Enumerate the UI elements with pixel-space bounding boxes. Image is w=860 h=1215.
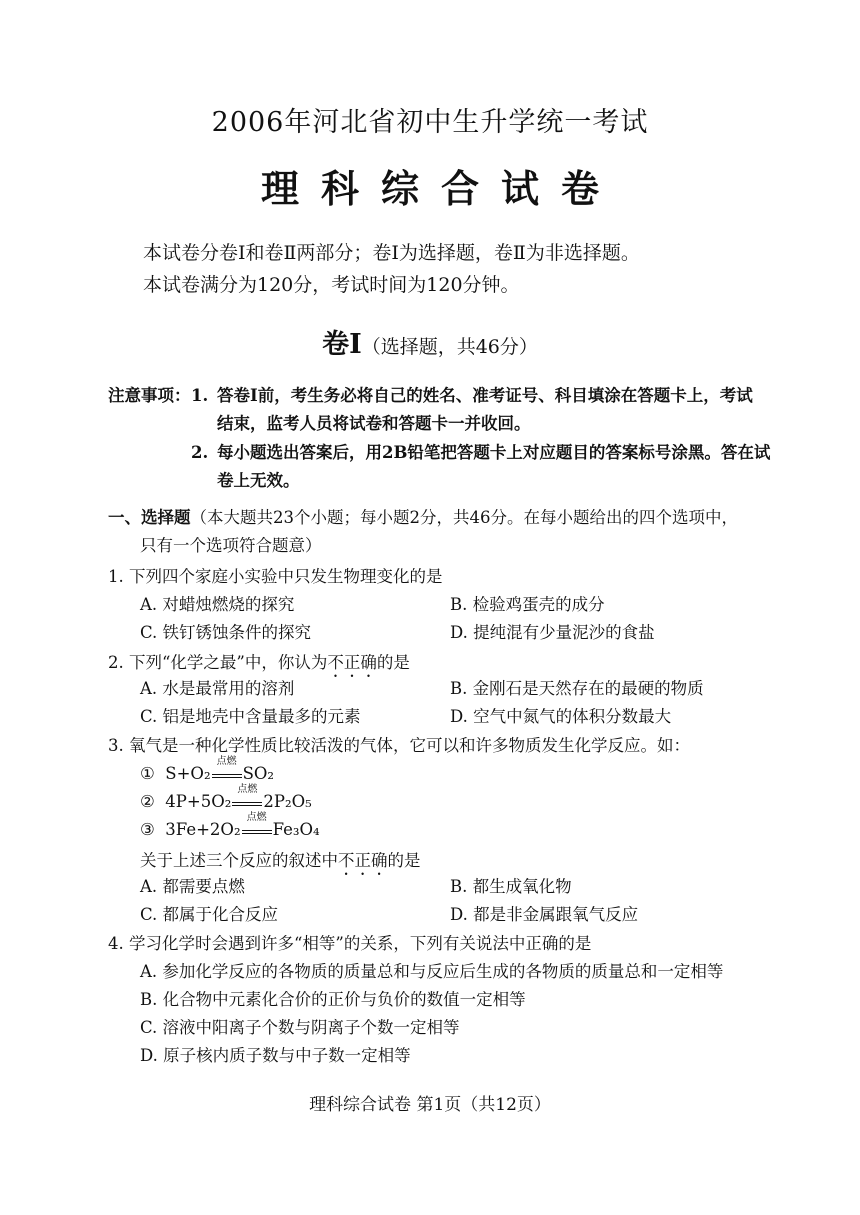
q3-eq3-num: ③ [140,820,155,839]
q2-option-d: D. 空气中氮气的体积分数最大 [450,707,672,726]
paper-title: 理科综合试卷 [260,166,621,211]
q4-option-b: B. 化合物中元素化合价的正价与负价的数值一定相等 [140,990,526,1009]
part1-heading: 一、选择题 [108,508,191,527]
reaction-condition-sign [232,783,262,810]
q3-eq3-condition: 点燃 [246,811,267,823]
exam-name: 2006年河北省初中生升学统一考试 [211,107,649,138]
q2-stem-post: 的是 [376,653,410,672]
q1-stem: 1. 下列四个家庭小实验中只发生物理变化的是 [108,567,443,586]
q3-eq2-num: ② [140,792,155,811]
q3-sub-stem [140,851,421,879]
intro-line-1: 本试卷分卷Ⅰ和卷Ⅱ两部分；卷Ⅰ为选择题，卷Ⅱ为非选择题。 [143,242,640,264]
q4-stem: 4. 学习化学时会遇到许多“相等”的关系，下列有关说法中正确的是 [108,934,592,953]
q2-stem [108,653,410,681]
q3-stem: 3. 氧气是一种化学性质比较活泼的气体，它可以和许多物质发生化学反应。如： [108,736,690,755]
q3-sub-emphasis: 不正确 [338,851,388,870]
q3-equation-2 [140,783,312,811]
section-subtitle: （选择题，共46分） [361,336,538,358]
notice-item2-line2: 卷上无效。 [217,471,300,490]
notice-label: 注意事项： [108,386,191,405]
q2-option-c: C. 铝是地壳中含量最多的元素 [140,707,361,726]
notice-item2-line1: 每小题选出答案后，用2B铅笔把答题卡上对应题目的答案标号涂黑。答在试 [217,443,771,462]
q1-option-b: B. 检验鸡蛋壳的成分 [450,595,605,614]
notice-item2-num: 2. [191,443,209,462]
q3-eq2-condition: 点燃 [237,783,258,795]
part1-heading-line [108,510,738,527]
q3-option-c: C. 都属于化合反应 [140,905,279,924]
q3-eq1-right: SO₂ [242,764,275,783]
reaction-condition-sign [212,755,242,782]
q4-option-a: A. 参加化学反应的各物质的质量总和与反应后生成的各物质的质量总和一定相等 [140,962,724,981]
part1-desc-line2: 只有一个选项符合题意） [140,536,322,555]
q1-option-d: D. 提纯混有少量泥沙的食盐 [450,623,655,642]
q3-option-d: D. 都是非金属跟氧气反应 [450,905,639,924]
intro-line-2: 本试卷满分为120分，考试时间为120分钟。 [143,274,520,296]
q3-eq3-right: Fe₃O₄ [272,820,320,839]
part1-desc-line1: （本大题共23个小题；每小题2分，共46分。在每小题给出的四个选项中， [190,508,738,527]
q3-option-a: A. 都需要点燃 [140,877,245,896]
q2-stem-pre: 2. 下列“化学之最”中，你认为 [108,653,328,672]
section-title: 卷Ⅰ [322,329,362,360]
page-footer: 理科综合试卷 第1页（共12页） [309,1095,551,1115]
notice-item1-line2: 结束，监考人员将试卷和答题卡一并收回。 [217,414,531,433]
q3-eq2-left: 4P+5O₂ [165,792,232,811]
q4-option-c: C. 溶液中阳离子个数与阴离子个数一定相等 [140,1018,460,1037]
q1-option-a: A. 对蜡烛燃烧的探究 [140,595,295,614]
q3-equation-1 [140,755,275,783]
q3-eq2-right: 2P₂O₅ [263,792,312,811]
q3-sub-pre: 关于上述三个反应的叙述中 [140,851,338,870]
q3-eq3-left: 3Fe+2O₂ [165,820,241,839]
q3-eq1-condition: 点燃 [216,755,237,767]
q3-option-b: B. 都生成氧化物 [450,877,572,896]
notice-item1-line1: 答卷Ⅰ前，考生务必将自己的姓名、准考证号、科目填涂在答题卡上，考试 [217,386,753,405]
q3-eq1-left: S+O₂ [165,764,211,783]
q2-option-a: A. 水是最常用的溶剂 [140,679,295,698]
q2-option-b: B. 金刚石是天然存在的最硬的物质 [450,679,704,698]
q4-option-d: D. 原子核内质子数与中子数一定相等 [140,1046,411,1065]
q3-equation-3 [140,811,320,839]
section-heading [0,322,860,361]
notice-item1-num: 1. [191,386,209,405]
q3-sub-post: 的是 [387,851,421,870]
q3-eq1-num: ① [140,764,155,783]
reaction-condition-sign [242,811,272,838]
q2-stem-emphasis: 不正确 [327,653,377,672]
q1-option-c: C. 铁钉锈蚀条件的探究 [140,623,312,642]
